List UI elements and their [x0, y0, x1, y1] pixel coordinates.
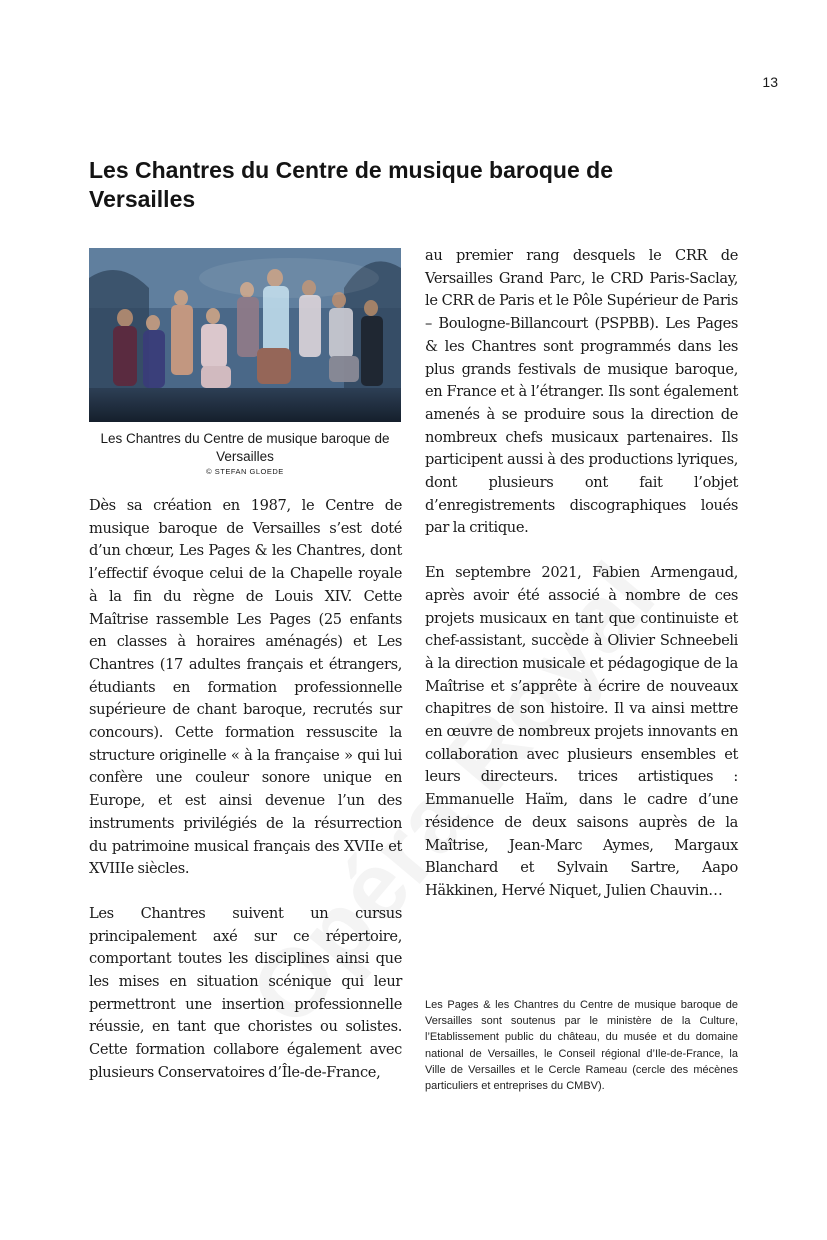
photo-caption — [89, 430, 401, 476]
stage-scene-icon — [89, 248, 401, 422]
photo-credit: © STEFAN GLOEDE — [206, 467, 284, 476]
choir-photo — [89, 248, 401, 422]
left-column — [89, 495, 402, 1085]
body-paragraph: Dès sa création en 1987, le Centre de musique baroque de Versailles s’est doté d’un chœur, Les Pages & les Chantres, dont l’effectif évoque celui de la Chapelle royale à la fin du règne de Louis XIV. Cette Maîtrise rassemble Les Pages (25 enfants en classes à horaires aménagés) et Les Chantres (17 adultes français et étrangers, étudiants en formation professionnelle supérieure de chant baroque, recrutés sur concours). Cette formation ressuscite la structure originelle « à la française » qui lui confère une couleur sonore unique en Europe, et est ainsi devenue l’un des instruments privilégiés de la résurrection du patrimoine musical français des XVIIe et XVIIIe siècles. — [89, 497, 402, 878]
caption-text: Les Chantres du Centre de musique baroque de Versailles — [100, 431, 390, 464]
right-column — [425, 245, 738, 903]
support-note: Les Pages & les Chantres du Centre de musique baroque de Versailles sont soutenus par le ministère de la Culture, l’Etablissement public du château, du musée et du domaine national de Versailles, le Conseil régional d’Ile-de-France, la Ville de Versailles et le Cercle Rameau (cercle des mécènes particuliers et entreprises du CMBV). — [425, 999, 738, 1093]
page-title: Les Chantres du Centre de musique baroque de Versailles — [89, 157, 613, 212]
body-paragraph: En septembre 2021, Fabien Armengaud, après avoir été associé à nombre de ces projets musicaux en tant que continuiste et chef-assistant, succède à Olivier Schneebeli à la direction musicale et pédagogique de la Maîtrise et s’apprête à écrire de nouveaux chapitres de son histoire. Il va ainsi mettre en œuvre de nombreux projets innovants en collaboration avec plusieurs ensembles et leurs directeurs. trices artistiques : Emmanuelle Haïm, dans le cadre d’une résidence de deux saisons auprès de la Maîtrise, Jean-Marc Aymes, Margaux Blanchard et Sylvain Sartre, Aapo Häkkinen, Hervé Niquet, Julien Chauvin… — [425, 564, 738, 899]
body-paragraph: au premier rang desquels le CRR de Versailles Grand Parc, le CRD Paris-Saclay, le CRR de Paris et le Pôle Supérieur de Paris – Boulogne-Billancourt (PSPBB). Les Pages & les Chantres sont programmés dans les plus grands festivals de musique baroque, en France et à l’étranger. Ils sont également amenés à se produire sous la direction de nombreux chefs musicaux partenaires. Ils participent aussi à des productions lyriques, dont plusieurs ont fait l’objet d’enregistrements discographiques loués par la critique. — [425, 247, 738, 537]
body-paragraph: Les Chantres suivent un cursus principalement axé sur ce répertoire, comportant toutes les disciplines ainsi que les mises en situation scénique qui leur permettront une insertion professionnelle réussie, en tant que choristes ou solistes. Cette formation collabore également avec plusieurs Conservatoires d’Île-de-France, — [89, 904, 402, 1081]
page-number: 13 — [762, 74, 778, 90]
